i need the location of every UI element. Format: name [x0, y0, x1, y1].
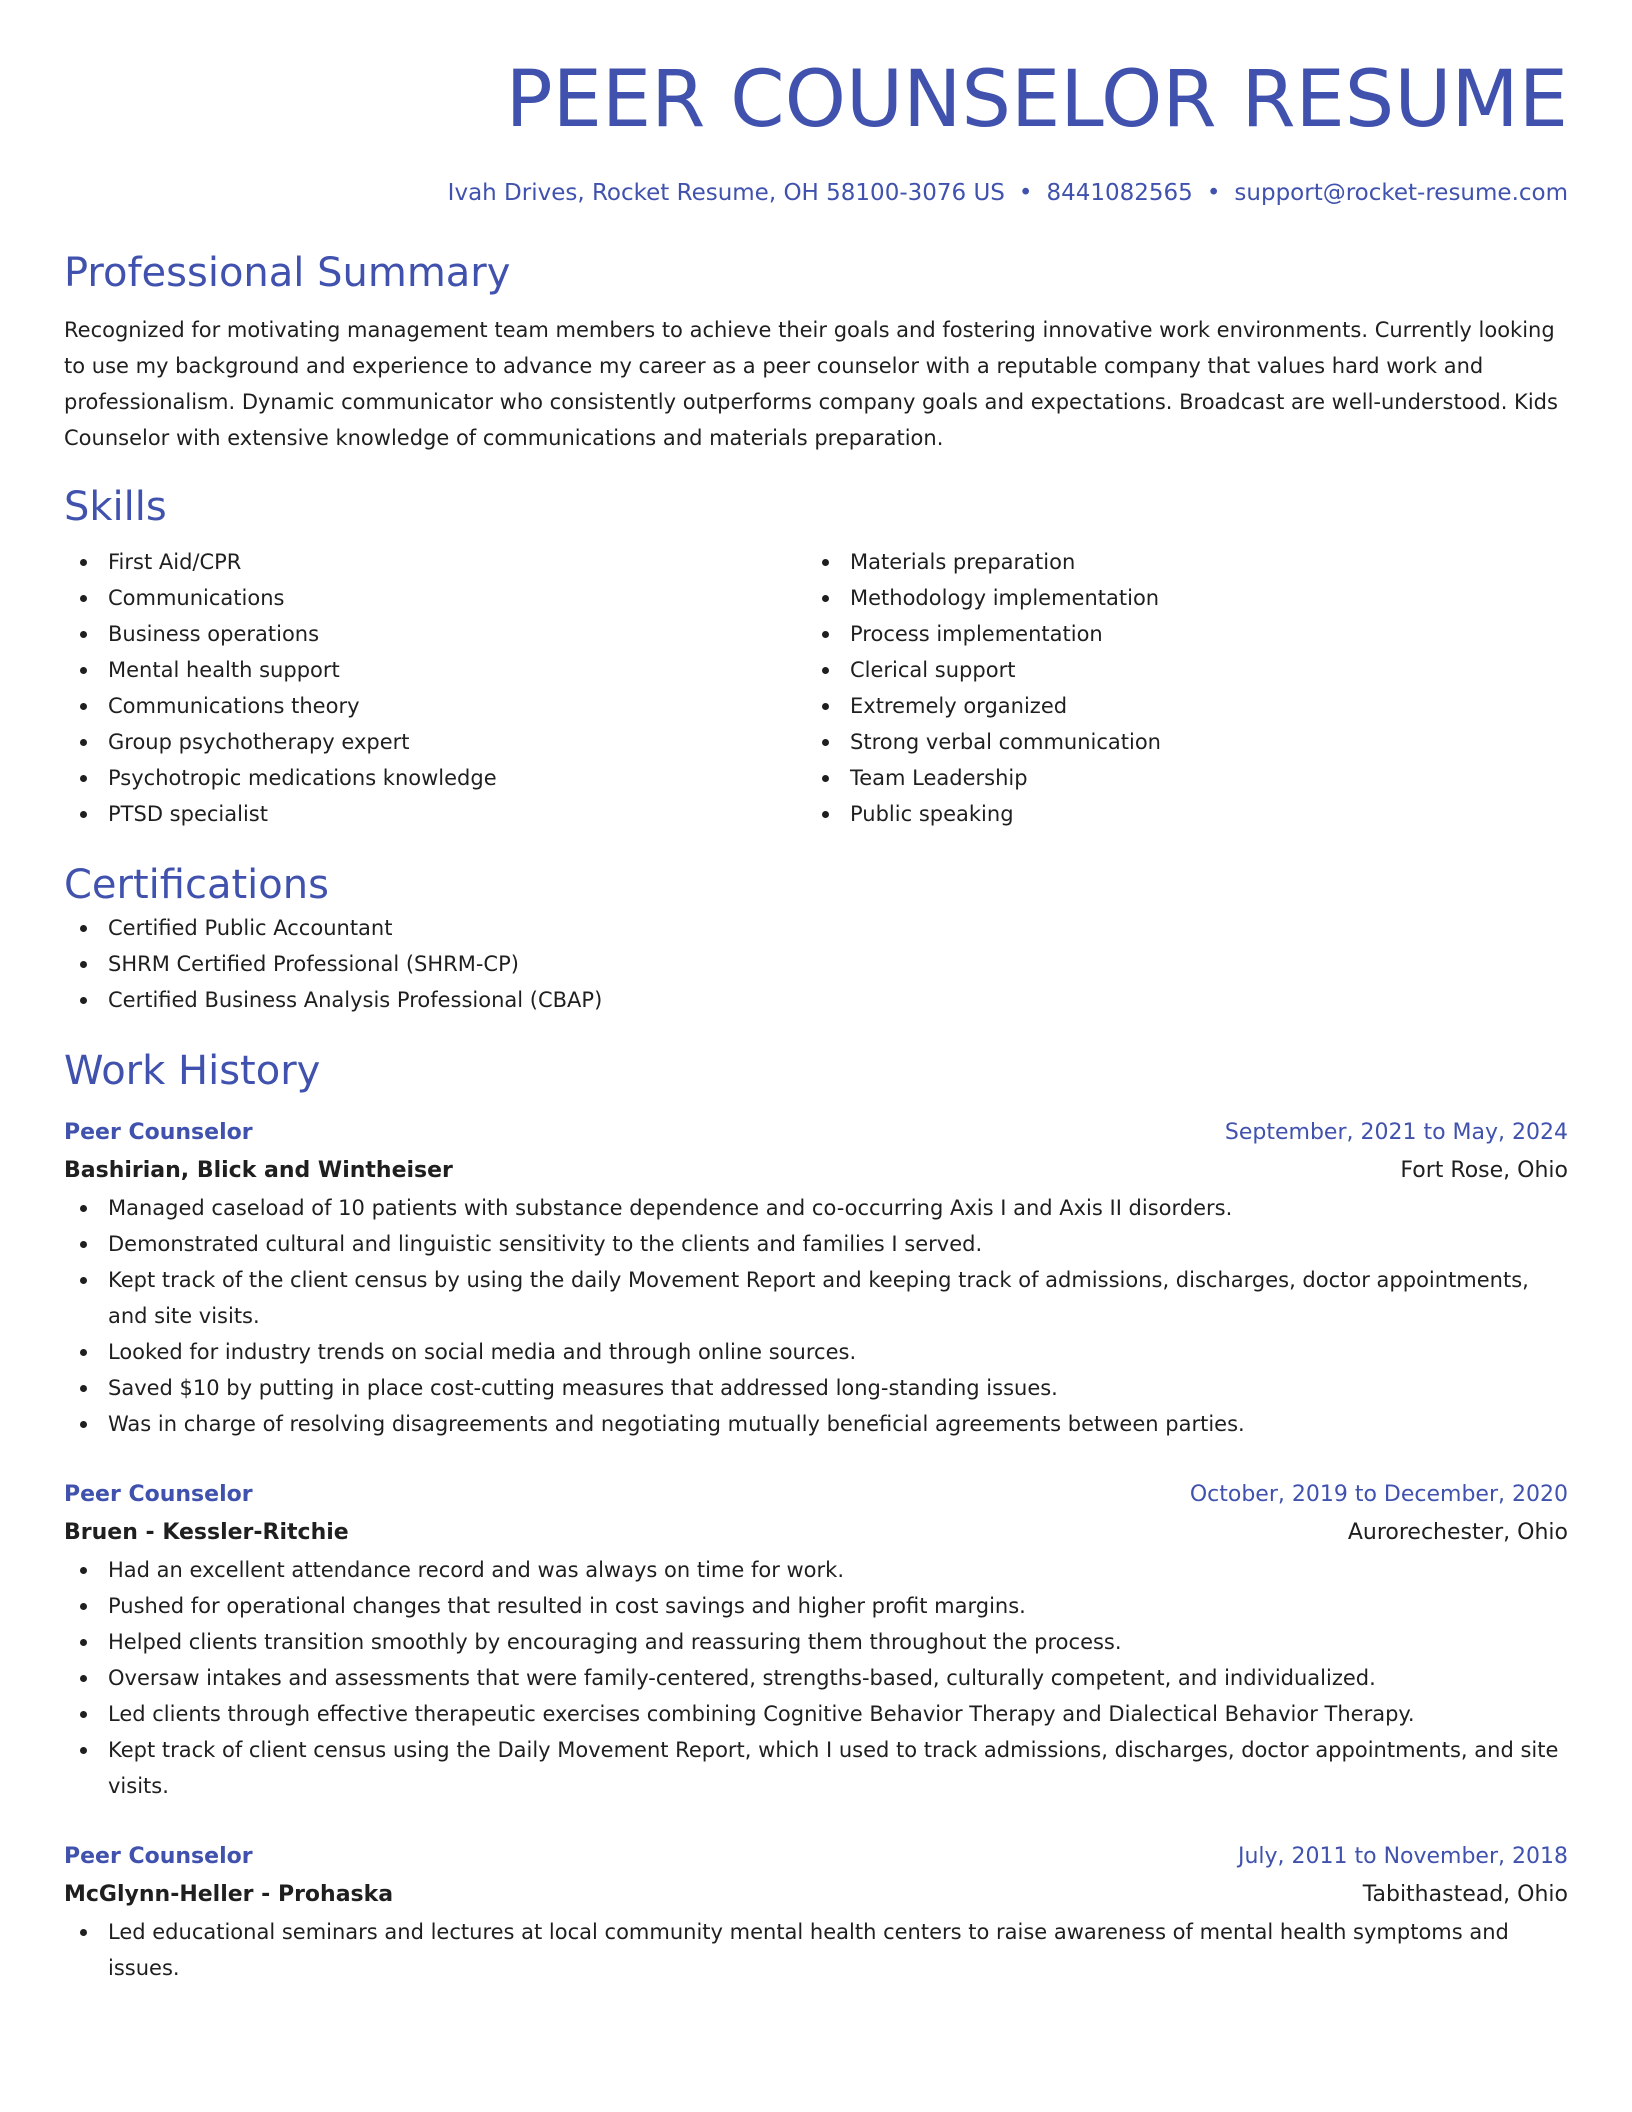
job-header-row — [64, 1476, 1568, 1514]
job-entry — [64, 1476, 1568, 1804]
job-responsibilities — [64, 1552, 1568, 1804]
skill-item: Mental health support — [64, 652, 806, 688]
skill-item: Communications — [64, 580, 806, 616]
job-header-row — [64, 1114, 1568, 1152]
job-company: Bashirian, Blick and Wintheiser — [64, 1158, 453, 1183]
skills-column-left — [64, 544, 806, 832]
skill-item: Public speaking — [806, 796, 1548, 832]
job-dates: September, 2021 to May, 2024 — [1224, 1120, 1568, 1145]
job-location: Aurorechester, Ohio — [1347, 1520, 1568, 1545]
skill-item: Group psychotherapy expert — [64, 724, 806, 760]
skills-column-right — [806, 544, 1548, 832]
skill-item: Business operations — [64, 616, 806, 652]
certification-item: SHRM Certified Professional (SHRM-CP) — [64, 946, 1568, 982]
job-entry — [64, 1114, 1568, 1442]
resume-page — [64, 0, 1568, 1986]
job-responsibilities — [64, 1190, 1568, 1442]
job-location: Fort Rose, Ohio — [1400, 1158, 1568, 1183]
contact-info — [64, 178, 1568, 208]
contact-email[interactable]: support@rocket-resume.com — [1234, 180, 1568, 206]
job-bullet: Looked for industry trends on social media and through online sources. — [64, 1334, 1568, 1370]
skills-list-right — [806, 544, 1548, 832]
job-bullet: Pushed for operational changes that resulted in cost savings and higher profit margins. — [64, 1588, 1568, 1624]
work-history-heading: Work History — [64, 1048, 321, 1094]
job-company-row — [64, 1152, 1568, 1190]
skill-item: Psychotropic medications knowledge — [64, 760, 806, 796]
job-bullet: Managed caseload of 10 patients with substance dependence and co-occurring Axis I and Axis II disorders. — [64, 1190, 1568, 1226]
resume-title: PEER COUNSELOR RESUME — [505, 55, 1568, 145]
certifications-list — [64, 910, 1568, 1018]
skill-item: Process implementation — [806, 616, 1548, 652]
job-title: Peer Counselor — [64, 1120, 253, 1145]
job-title: Peer Counselor — [64, 1482, 253, 1507]
skill-item: Materials preparation — [806, 544, 1548, 580]
job-company-row — [64, 1876, 1568, 1914]
certification-item: Certified Public Accountant — [64, 910, 1568, 946]
job-company: McGlynn-Heller - Prohaska — [64, 1882, 394, 1907]
skills-list-left — [64, 544, 806, 832]
skill-item: Clerical support — [806, 652, 1548, 688]
job-responsibilities — [64, 1914, 1568, 1986]
job-bullet: Had an excellent attendance record and was always on time for work. — [64, 1552, 1568, 1588]
job-bullet: Was in charge of resolving disagreements and negotiating mutually beneficial agreements between parties. — [64, 1406, 1568, 1442]
skills-grid — [64, 544, 1568, 832]
contact-separator: • — [1206, 180, 1221, 206]
skill-item: First Aid/CPR — [64, 544, 806, 580]
contact-phone: 8441082565 — [1046, 180, 1193, 206]
skill-item: Communications theory — [64, 688, 806, 724]
job-bullet: Kept track of the client census by using the daily Movement Report and keeping track of admissions, discharges, doctor appointments, and site visits. — [64, 1262, 1568, 1334]
skill-item: Methodology implementation — [806, 580, 1548, 616]
job-header-row — [64, 1838, 1568, 1876]
job-dates: October, 2019 to December, 2020 — [1189, 1482, 1568, 1507]
certification-item: Certified Business Analysis Professional (CBAP) — [64, 982, 1568, 1018]
job-bullet: Led educational seminars and lectures at local community mental health centers to raise awareness of mental health symptoms and issues. — [64, 1914, 1568, 1986]
job-location: Tabithastead, Ohio — [1362, 1882, 1568, 1907]
job-bullet: Led clients through effective therapeutic exercises combining Cognitive Behavior Therapy and Dialectical Behavior Therapy. — [64, 1696, 1568, 1732]
job-bullet: Demonstrated cultural and linguistic sensitivity to the clients and families I served. — [64, 1226, 1568, 1262]
job-bullet: Oversaw intakes and assessments that were family-centered, strengths-based, culturally competent, and individualized. — [64, 1660, 1568, 1696]
certifications-heading: Certifications — [64, 862, 329, 908]
contact-separator: • — [1018, 180, 1033, 206]
job-bullet: Helped clients transition smoothly by encouraging and reassuring them throughout the process. — [64, 1624, 1568, 1660]
contact-address: Ivah Drives, Rocket Resume, OH 58100-3076 US — [447, 180, 1005, 206]
summary-text: Recognized for motivating management team members to achieve their goals and fostering innovative work environments. Currently looking to use my background and experience to advance my career as a peer counselor with a reputable company that values hard work and professionalism. Dynamic communicator who consistently outperforms company goals and expectations. Broadcast are well-understood. Kids Counselor with extensive knowledge of communications and materials preparation. — [64, 318, 1558, 450]
skill-item: Strong verbal communication — [806, 724, 1548, 760]
job-entry — [64, 1838, 1568, 1986]
skills-heading: Skills — [64, 484, 167, 530]
job-dates: July, 2011 to November, 2018 — [1237, 1844, 1568, 1869]
job-title: Peer Counselor — [64, 1844, 253, 1869]
job-bullet: Saved $10 by putting in place cost-cutting measures that addressed long-standing issues. — [64, 1370, 1568, 1406]
job-bullet: Kept track of client census using the Daily Movement Report, which I used to track admissions, discharges, doctor appointments, and site visits. — [64, 1732, 1568, 1804]
job-company: Bruen - Kessler-Ritchie — [64, 1520, 349, 1545]
summary-heading: Professional Summary — [64, 250, 511, 296]
job-company-row — [64, 1514, 1568, 1552]
skill-item: Extremely organized — [806, 688, 1548, 724]
skill-item: Team Leadership — [806, 760, 1548, 796]
skill-item: PTSD specialist — [64, 796, 806, 832]
